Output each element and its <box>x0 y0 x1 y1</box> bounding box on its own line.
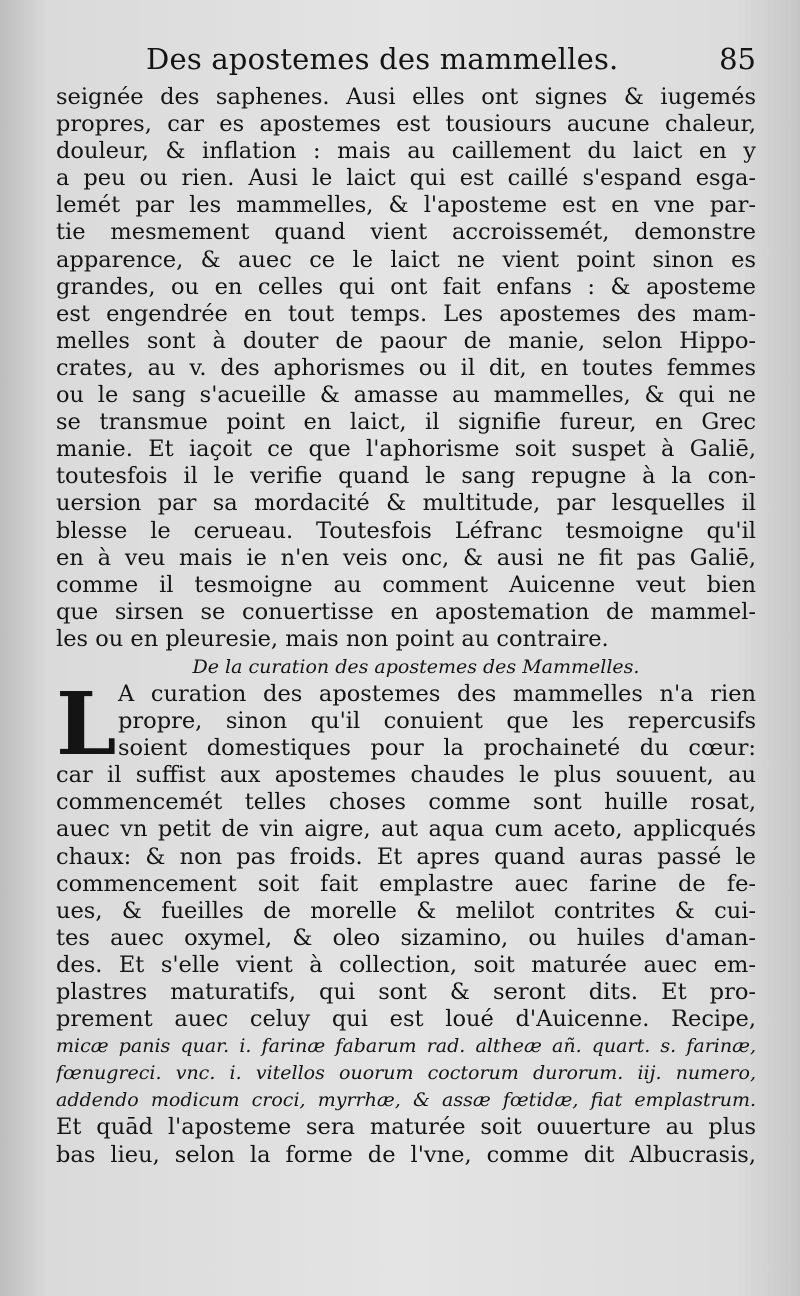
text-line: melles sont à douter de paour de manie, selon Hippo- <box>56 327 756 354</box>
text-line: a peu ou rien. Ausi le laict qui est caillé s'espand esga- <box>56 165 756 192</box>
text-line: se transmue point en laict, il signifie fureur, en Grec <box>56 409 756 436</box>
text-line: est engendrée en tout temps. Les apostemes des mam- <box>56 300 756 327</box>
text-line: en à veu mais ie n'en veis onc, & ausi ne fit pas Galiē, <box>56 544 756 571</box>
text-line: blesse le cerueau. Toutesfois Léfranc tesmoigne qu'il <box>56 517 756 544</box>
text-line: apparence, & auec ce le laict ne vient point sinon es <box>56 246 756 273</box>
text-line: plastres maturatifs, qui sont & seront dits. Et pro- <box>56 979 756 1005</box>
text-line: propres, car es apostemes est tousiours aucune chaleur, <box>56 111 756 138</box>
text-line: des. Et s'elle vient à collection, soit maturée auec em- <box>56 951 756 978</box>
text-line: propre, sinon qu'il conuient que les repercusifs <box>118 708 756 735</box>
text-line: chaux: & non pas froids. Et apres quand auras passé le <box>56 843 756 870</box>
text-line: grandes, ou en celles qui ont fait enfans : & aposteme <box>56 273 756 300</box>
text-line: ou le sang s'acueille & amasse au mammelles, & qui ne <box>56 382 756 409</box>
text-line: Et quād l'aposteme sera maturée soit ouuerture au plus <box>56 1114 756 1141</box>
text-line: tes auec oxymel, & oleo sizamino, ou huiles d'aman- <box>56 924 756 951</box>
text-line: commencemét telles choses comme sont huille rosat, <box>56 789 756 816</box>
text-line: bas lieu, selon la forme de l'vne, comme dit Albucrasis, <box>56 1141 756 1168</box>
text-line: ues, & fueilles de morelle & melilot contrites & cui- <box>56 897 756 924</box>
page-header <box>56 40 756 84</box>
text-line: commencement soit fait emplastre auec farine de fe- <box>56 870 756 897</box>
text-line: prement auec celuy qui est loué d'Auicenne. Recipe, <box>56 1006 756 1033</box>
text-line: lemét par les mammelles, & l'aposteme est en vne par- <box>56 192 756 219</box>
text-line: car il suffist aux apostemes chaudes le plus souuent, au <box>56 762 756 789</box>
text-line: comme il tesmoigne au comment Auicenne veut bien <box>56 571 756 598</box>
text-line: manie. Et iaçoit ce que l'aphorisme soit suspet à Galiē, <box>56 436 756 463</box>
paragraph-2 <box>56 673 756 1169</box>
drop-cap: L <box>56 673 117 775</box>
text-line: crates, au v. des aphorismes ou il dit, en toutes femmes <box>56 354 756 381</box>
paragraph-1 <box>56 84 756 653</box>
recipe-line: micæ panis quar. i. farinæ fabarum rad. altheæ añ. quart. s. farinæ, <box>56 1035 756 1058</box>
section-heading: De la curation des apostemes des Mammelles. <box>192 655 640 678</box>
recipe-line: addendo modicum croci, myrrhæ, & assæ fœtidæ, fiat emplastrum. <box>56 1089 756 1112</box>
text-line: seignée des saphenes. Ausi elles ont signes & iugemés <box>56 84 756 110</box>
recipe-line: fœnugreci. vnc. i. vitellos ouorum coctorum durorum. iij. numero, <box>56 1062 756 1085</box>
text-line: soient domestiques pour la prochaineté du cœur: <box>118 735 756 762</box>
text-line: uersion par sa mordacité & multitude, par lesquelles il <box>56 490 756 517</box>
text-line: auec vn petit de vin aigre, aut aqua cum aceto, applicqués <box>56 816 756 843</box>
text-line: toutesfois il le verifie quand le sang repugne à la con- <box>56 463 756 490</box>
text-line: A curation des apostemes des mammelles n'a rien <box>118 680 756 707</box>
running-title: Des apostemes des mammelles. <box>146 42 619 76</box>
text-line: les ou en pleuresie, mais non point au contraire. <box>56 625 609 652</box>
text-line: douleur, & inflation : mais au caillement du laict en y <box>56 138 756 165</box>
text-line: tie mesmement quand vient accroissemét, demonstre <box>56 219 756 246</box>
page-number: 85 <box>719 42 756 76</box>
text-line: que sirsen se conuertisse en apostemation de mammel- <box>56 598 756 625</box>
